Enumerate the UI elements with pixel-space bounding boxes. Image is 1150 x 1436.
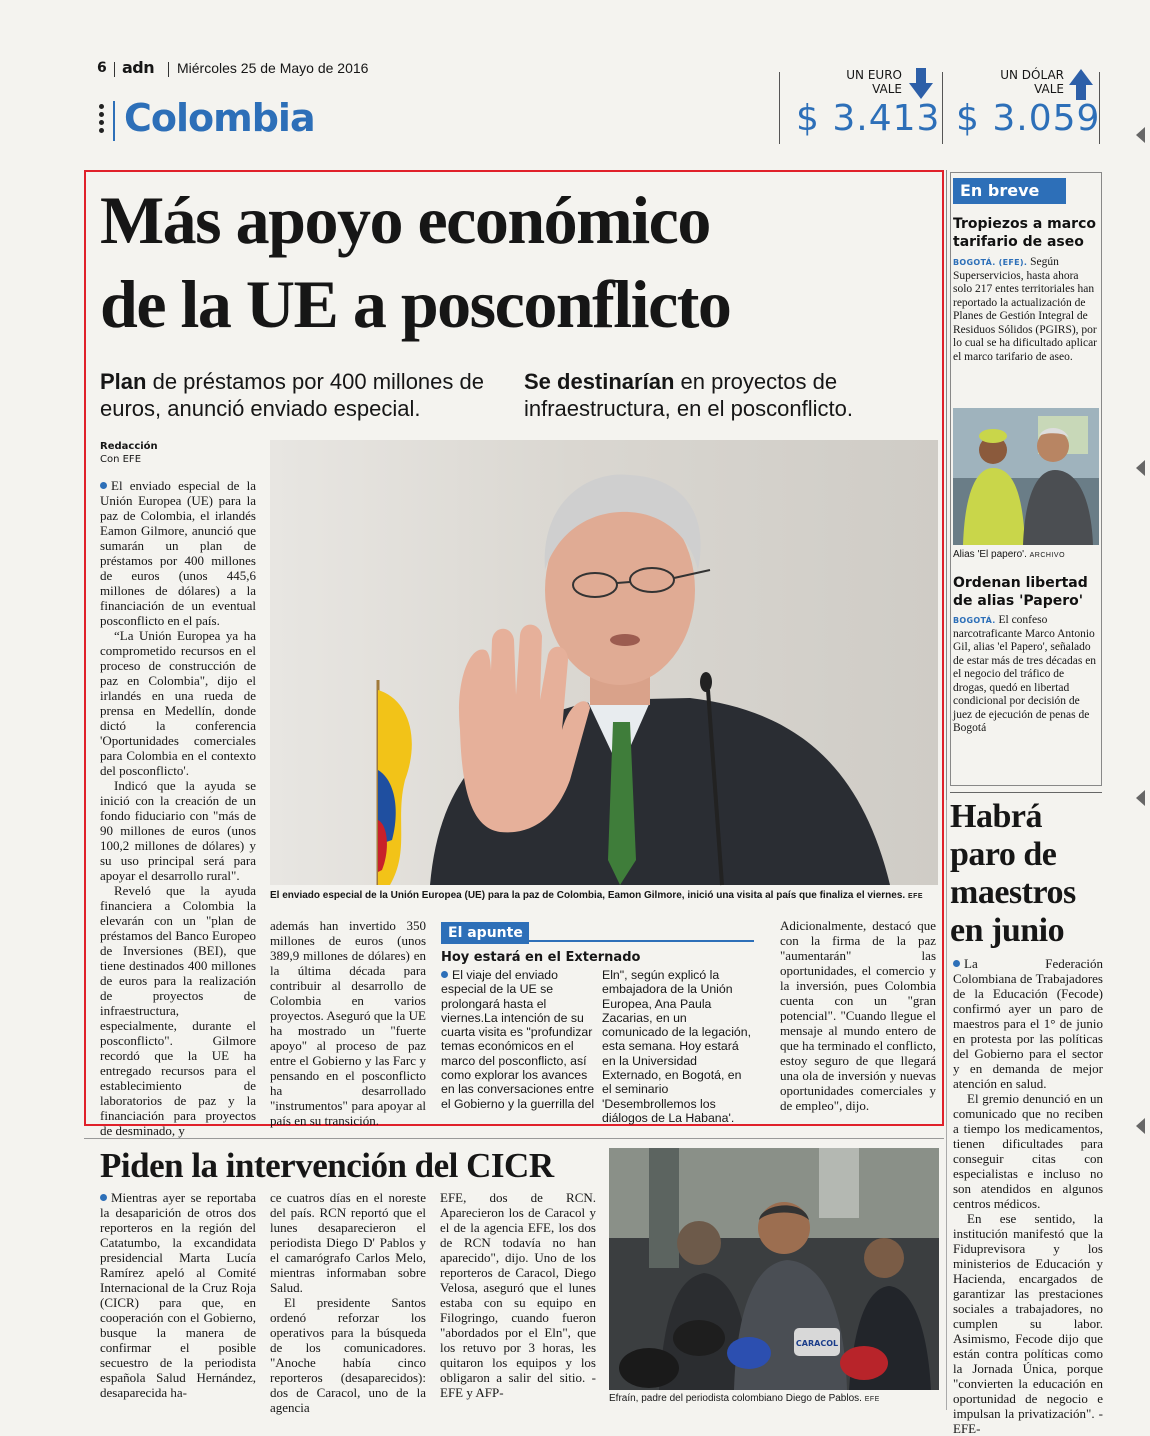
cicr-photo-caption: Efraín, padre del periodista colombiano Diego de Pablos. EFE <box>609 1393 880 1404</box>
main-headline: Más apoyo económico de la UE a posconflicto <box>100 182 731 342</box>
cicr-col-2: ce cuatros días en el noreste del país. RCN reportó que el lunes desaparecieron el periodista Diego D' Pablos y el camarógrafo Carlos Melo, mientras informaban sobre Salud. El presidente Santos ordenó reforzar los operativos para la búsqueda de los comunicadores. "Anoche había cinco reporteros (desaparecidos): dos de Caracol, uno de la agencia <box>270 1190 426 1415</box>
apunte-text: El viaje del enviado especial de la UE se prolongará hasta el viernes.La intención de su cuarta visita es "profundizar temas económicos en el marco del posconflicto, así como explorar los avances en las conversaciones entre el Gobierno y la guerrilla del <box>441 968 595 1111</box>
main-col-1: El enviado especial de la Unión Europea (UE) para la paz de Colombia, el irlandés Eamon Gilmore, anunció que sumarán un plan de préstamos por 400 millones de euros (unos 445,6 millones de dólares) a la financiación de un eventual posconflicto en el país. “La Unión Europea ya ha comprometido recursos en el proceso de construcción de paz en Colombia", dijo el irlandés en una rueda de prensa en Medellín, donde dictó la conferencia 'Oportunidades comerciales para Colombia en el contexto del posconflicto'. Indicó que la ayuda se inició con la creación de un fondo fiduciario con "más de 90 millones de euros (unos 100,2 millones de dólares) y su uso principal será para apoyar el desarrollo rural". Reveló que la ayuda financiera a Colombia la elevarán con un "plan de préstamos del Banco Europeo de Inversiones (BEI), que tiene destinados 400 millones de euros para la realización de proyectos de infraestructura, especialmente, durante el posconflicto". Gilmore recordó que la UE ha entregado recursos para el establecimiento de laboratorios de paz y la financiación para proyectos de desminado, y <box>100 478 256 1138</box>
arrow-down-icon <box>908 68 934 100</box>
cicr-photo <box>609 1148 939 1390</box>
cicr-headline: Piden la intervención del CICR <box>100 1146 554 1185</box>
papero-photo-caption: Alias 'El papero'. ARCHIVO <box>953 549 1066 560</box>
main-photo-caption: El enviado especial de la Unión Europea (UE) para la paz de Colombia, Eamon Gilmore, inició una visita al país que finaliza el viernes. EFE <box>270 890 924 901</box>
teachers-rule <box>950 792 1102 793</box>
papero-photo <box>953 408 1099 545</box>
cicr-rule <box>84 1138 944 1139</box>
en-breve-label: En breve <box>953 178 1066 204</box>
arrow-up-icon <box>1068 68 1094 100</box>
header-separator <box>114 62 115 77</box>
brief1-text: BOGOTÁ. (EFE). Según Superservicios, hasta ahora solo 217 entes territoriales han reportado la actualización de Planes de Gestión Integral de Residuos Sólidos (PGIRS), por lo cual se ha dificultado aplicar el marco tarifario de aseo. <box>953 256 1098 363</box>
edge-mark <box>1136 790 1145 806</box>
issue-date: Miércoles 25 de Mayo de 2016 <box>177 60 369 76</box>
edge-mark <box>1136 460 1145 476</box>
dolar-value: $ 3.059 <box>956 98 1101 139</box>
teachers-body: La Federación Colombiana de Trabajadores de la Educación (Fecode) confirmó ayer un paro de maestros para el 1° de junio en protesta por las políticas del Gobierno para el sector y en demanda de mejor atención en salud. El gremio denunció en un comunicado que no reciben a tiempo los medicamentos, tienen dificultades para conseguir citas con especialistas e incluso no son atendidos en algunos centros médicos. En ese sentido, la institución manifestó que la Fiduprevisora y los ministerios de Educación y Hacienda, encargados de garantizar las prestaciones sociales a trabajadores, no cumplen su labor. Asimismo, Fecode dijo que están contra políticas como la Jornada Única, porque "convierten la educación en oportunidad de negocio e impulsan la privatización". -EFE- <box>953 956 1103 1436</box>
main-col-2: además han invertido 350 millones de euros (unos 389,9 millones de dólares) en la última década para contribuir al desarrollo de Colombia en varios proyectos. Aseguró que la UE ha mostrado un "fuerte apoyo" al proceso de paz entre el Gobierno y las Farc y pensando en el posconflicto ha desarrollado "instrumentos" para apoyar al país en su transición. <box>270 918 426 1128</box>
edge-mark <box>1136 127 1145 143</box>
section-dots-icon <box>99 104 105 138</box>
byline: Redacción Con EFE <box>100 441 158 465</box>
currency-divider-left <box>779 72 780 144</box>
currency-divider-mid <box>942 72 943 144</box>
brief1-title: Tropiezos a marco tarifario de aseo <box>953 216 1097 250</box>
brief2-text: BOGOTÁ. El confeso narcotraficante Marco Antonio Gil, alias 'el Papero', señalado de estar más de tres décadas en el negocio del tráfico de drogas, quedó en libertad condicional por decisión de juez de ejecución de penas de Bogotá <box>953 614 1097 734</box>
edge-mark <box>1136 1118 1145 1134</box>
euro-label: UN EURO VALE <box>846 68 902 96</box>
cicr-col-3: EFE, dos de RCN. Aparecieron los de Caracol y el de la agencia EFE, los dos de RCN todavía no han aparecido", dijo. Uno de los reporteros de Caracol, Diego Velosa, aseguró que el lunes estaba con su equipo en Filogringo, cuando fueron "abordados por el Eln", que los retuvo por 3 horas, les quitaron los equipos y los obligaron a salir del sitio. -EFE y AFP- <box>440 1190 596 1400</box>
main-photo-credit: EFE <box>907 893 924 900</box>
dolar-label: UN DÓLAR VALE <box>1000 68 1064 96</box>
sidebar-divider <box>946 170 947 800</box>
euro-value: $ 3.413 <box>796 98 941 139</box>
papero-photo-credit: ARCHIVO <box>1029 552 1066 559</box>
teachers-headline: Habrá paro de maestros en junio <box>950 798 1076 949</box>
caracol-mic-label: CARACOL <box>795 1339 839 1348</box>
page-number: 6 <box>97 60 107 76</box>
apunte-text-col2: Eln", según explicó la embajadora de la Unión Europea, Ana Paula Zacarias, en un comunicado de la legación, esta semana. Hoy estará en la Universidad Externado, en Bogotá, en el seminario 'Desembrollemos los diálogos de La Habana'. <box>602 968 752 1125</box>
gilmore-portrait-image <box>270 440 938 885</box>
main-col-5: Adicionalmente, destacó que con la firma de la paz "aumentarán" las oportunidades, el comercio y la inversión, pues Colombia cuenta con un "gran potencial". "Cuando llegue el mensaje al mundo entero de que ha terminado el conflicto, estoy seguro de que llegará una ola de inversión y nuevas oportunidades comerciales y de empleo", dijo. <box>780 918 936 1113</box>
apunte-rule <box>529 940 754 942</box>
apunte-label: El apunte <box>441 922 529 944</box>
apunte-title: Hoy estará en el Externado <box>441 950 641 965</box>
header-separator-2 <box>168 62 169 77</box>
section-bar <box>113 101 115 141</box>
cicr-right-divider <box>946 800 947 1410</box>
main-photo <box>270 440 938 885</box>
subheadline-1: Plan de préstamos por 400 millones de euros, anunció enviado especial. <box>100 369 484 421</box>
cicr-photo-credit: EFE <box>864 1396 880 1403</box>
brief2-title: Ordenan libertad de alias 'Papero' <box>953 575 1088 609</box>
adn-logo: adn <box>122 58 155 77</box>
subheadline-2: Se destinarían en proyectos de infraestructura, en el posconflicto. <box>524 369 853 421</box>
section-title: Colombia <box>124 96 315 140</box>
cicr-col-1: Mientras ayer se reportaba la desaparición de otros dos reporteros en la región del Catatumbo, la excandidata presidencial Marta Lucía Ramírez apeló al Comité Internacional de la Cruz Roja (CICR) para que, en cooperación con el Gobierno, busque la manera de confirmar el posible secuestro de la periodista española Salud Hernández, desaparecida ha- <box>100 1190 256 1400</box>
